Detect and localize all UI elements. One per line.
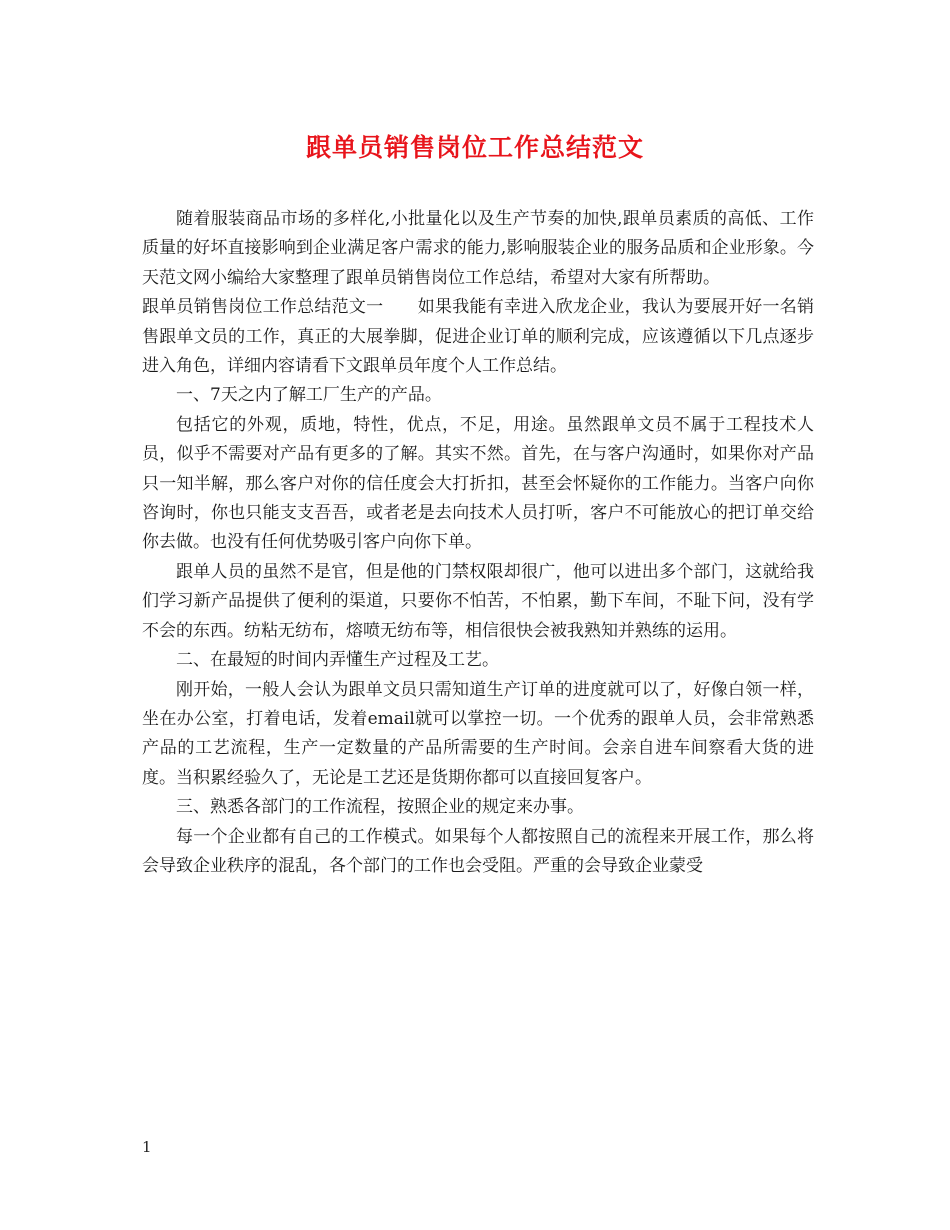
paragraph-sample-one: 跟单员销售岗位工作总结范文一 如果我能有幸进入欣龙企业，我认为要展开好一名销售跟单文员的工作，真正的大展拳脚，促进企业订单的顺利完成，应该遵循以下几点逐步进入角色，详细内容请看下文跟单员年度个人工作总结。	[142, 297, 814, 377]
section-heading-one: 一、7天之内了解工厂生产的产品。	[176, 385, 442, 406]
section-heading-two: 二、在最短的时间内弄懂生产过程及工艺。	[176, 650, 499, 671]
section-heading-three: 三、熟悉各部门的工作流程，按照企业的规定来办事。	[176, 797, 584, 818]
paragraph: 跟单人员的虽然不是官，但是他的门禁权限却很广，他可以进出多个部门，这就给我们学习新产品提供了便利的渠道，只要你不怕苦，不怕累，勤下车间，不耻下问，没有学不会的东西。纺粘无纺布，熔喷无纺布等，相信很快会被我熟知并熟练的运用。	[142, 561, 814, 641]
page-number: 1	[142, 1138, 152, 1156]
paragraph: 刚开始，一般人会认为跟单文员只需知道生产订单的进度就可以了，好像白领一样，坐在办公室，打着电话，发着email就可以掌控一切。一个优秀的跟单人员，会非常熟悉产品的工艺流程，生产一定数量的产品所需要的生产时间。会亲自进车间察看大货的进度。当积累经验久了，无论是工艺还是货期你都可以直接回复客户。	[142, 679, 814, 788]
paragraph: 包括它的外观，质地，特性，优点，不足，用途。虽然跟单文员不属于工程技术人员，似乎不需要对产品有更多的了解。其实不然。首先，在与客户沟通时，如果你对产品只一知半解，那么客户对你的信任度会大打折扣，甚至会怀疑你的工作能力。当客户向你咨询时，你也只能支支吾吾，或者老是去向技术人员打听，客户不可能放心的把订单交给你去做。也没有任何优势吸引客户向你下单。	[142, 414, 814, 553]
paragraph-intro: 随着服装商品市场的多样化,小批量化以及生产节奏的加快,跟单员素质的高低、工作质量的好坏直接影响到企业满足客户需求的能力,影响服装企业的服务品质和企业形象。今天范文网小编给大家整理了跟单员销售岗位工作总结，希望对大家有所帮助。	[142, 209, 814, 288]
document-title: 跟单员销售岗位工作总结范文	[305, 133, 644, 162]
paragraph: 每一个企业都有自己的工作模式。如果每个人都按照自己的流程来开展工作，那么将会导致企业秩序的混乱，各个部门的工作也会受阻。严重的会导致企业蒙受	[142, 826, 814, 876]
document-body	[142, 205, 814, 881]
